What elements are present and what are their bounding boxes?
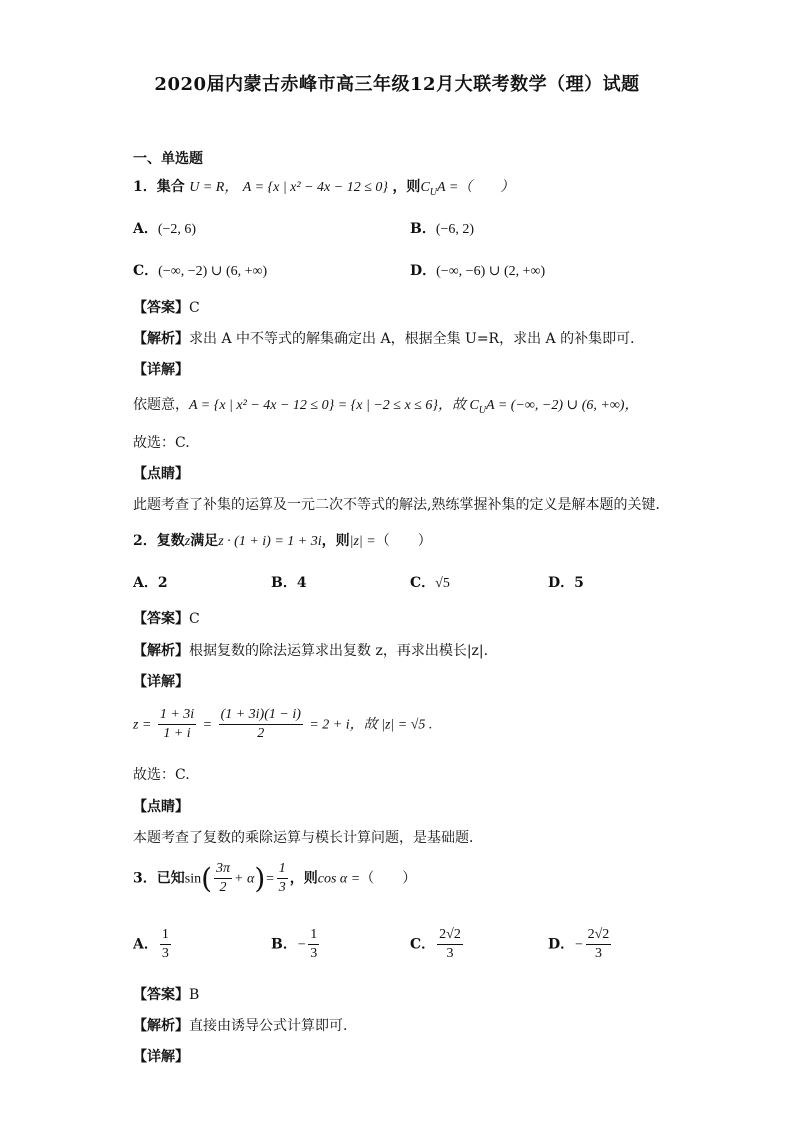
q2-analysis: 【解析】根据复数的除法运算求出复数 z，再求出模长|z|. [133, 643, 489, 659]
q3-analysis: 【解析】直接由诱导公式计算即可. [133, 1018, 348, 1034]
q1-option-a: A．(−2, 6) [133, 221, 197, 237]
q1-option-c: C．(−∞, −2) ∪ (6, +∞) [133, 263, 268, 279]
q3-detail-label: 【详解】 [133, 1049, 189, 1065]
q2-fraction-2: $\frac{(1 + 3i)(1 - i)}{2}$ [220, 707, 301, 741]
section-heading: 一、单选题 [133, 151, 203, 167]
q2-choice: 故选：C. [133, 767, 190, 783]
q1-answer: 【答案】C [133, 300, 200, 316]
q1-detail-label: 【详解】 [133, 362, 189, 378]
q3-option-c: C． $\frac{2√2}{3}$ [410, 927, 461, 961]
q1-comment-label: 【点睛】 [133, 466, 189, 482]
q1-option-d: D．(−∞, −6) ∪ (2, +∞) [410, 263, 546, 279]
q2-option-a: A．2 [133, 575, 168, 591]
page-title: 2020届内蒙古赤峰市高三年级12月大联考数学（理）试题 [154, 74, 640, 95]
q1-detail: 依题意，A = {x | x² − 4x − 12 ≤ 0} = {x | −2 ≤ x ≤ 6}，故 $C_UA$ = (−∞, −2) ∪ (6, +∞)， [133, 397, 639, 416]
q3-answer: 【答案】B [133, 987, 200, 1003]
q2-option-d: D．5 [548, 575, 584, 591]
question-1-stem: 1．集合 U = R， A = {x | x² − 4x − 12 ≤ 0} ，则$C_UA$ =（ ） [133, 179, 515, 198]
q2-detail: z = $\frac{1 + 3i}{1 + i}$ = $\frac{(1 + 3i)(1 - i)}{2}$ = 2 + i，故 |z| = √5 . [133, 707, 433, 741]
q1-choice: 故选：C. [133, 435, 190, 451]
question-3-stem: 3．已知sin( $\frac{3\pi}{2}$ + α)= $\frac{1}{3}$ ，则cos α =（ ） [133, 861, 417, 895]
question-2-stem: 2．复数z满足z · (1 + i) = 1 + 3i，则|z| =（ ） [133, 533, 432, 549]
q2-detail-label: 【详解】 [133, 674, 189, 690]
q2-answer: 【答案】C [133, 611, 200, 627]
q1-comment: 此题考查了补集的运算及一元二次不等式的解法,熟练掌握补集的定义是解本题的关键． [133, 497, 670, 513]
q1-option-b: B．(−6, 2) [410, 221, 475, 237]
q2-comment-label: 【点睛】 [133, 799, 189, 815]
q2-option-b: B．4 [271, 575, 307, 591]
q3-option-a: A． $\frac{1}{3}$ [133, 927, 169, 961]
q3-stem-value: $\frac{1}{3}$ [278, 861, 286, 895]
q2-option-c: C．√5 [410, 575, 450, 591]
q3-stem-fraction: $\frac{3\pi}{2}$ [216, 861, 231, 895]
q2-comment: 本题考查了复数的乘除运算与模长计算问题，是基础题． [133, 830, 483, 846]
q2-fraction-1: $\frac{1 + 3i}{1 + i}$ [159, 707, 195, 741]
q3-option-d: D．− $\frac{2√2}{3}$ [548, 927, 610, 961]
q3-option-b: B．− $\frac{1}{3}$ [271, 927, 318, 961]
q1-analysis: 【解析】求出 A 中不等式的解集确定出 A，根据全集 U=R，求出 A 的补集即可． [133, 331, 645, 347]
